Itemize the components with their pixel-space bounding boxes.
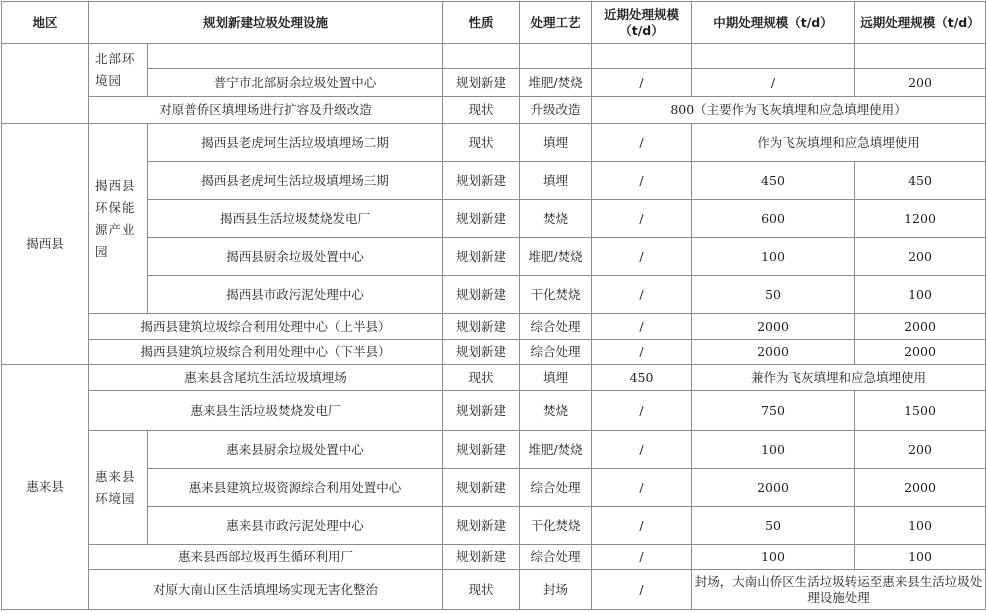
nature-cell: 规划新建 [443,276,520,314]
near-cell: / [592,314,692,340]
mid-cell: 600 [692,200,855,238]
nature-cell: 规划新建 [443,340,520,365]
header-far: 远期处理规模（t/d） [855,2,986,44]
header-mid: 中期处理规模（t/d） [692,2,855,44]
facility-cell: 揭西县建筑垃圾综合利用处理中心（下半县） [89,340,443,365]
near-cell: / [592,124,692,162]
region-cell-puning [2,44,89,124]
process-cell: 堆肥/焚烧 [520,431,592,469]
nature-cell: 规划新建 [443,162,520,200]
near-cell: / [592,431,692,469]
near-cell: / [592,162,692,200]
process-cell: 封场 [520,570,592,610]
table-row [2,162,986,200]
facility-cell: 揭西县老虎坷生活垃圾填埋场二期 [148,124,443,162]
near-cell: / [592,238,692,276]
process-cell: 综合处理 [520,314,592,340]
facility-table [1,1,986,610]
mid-cell: 2000 [692,340,855,365]
process-cell: 综合处理 [520,469,592,507]
mid-cell: / [692,69,855,97]
table-row [2,431,986,469]
mid-cell: 100 [692,431,855,469]
table-row [2,97,986,124]
process-cell: 干化焚烧 [520,507,592,545]
merged-scale-cell: 封场，大南山侨区生活垃圾转运至惠来县生活垃圾处理设施处理 [692,570,986,610]
far-cell: 1200 [855,200,986,238]
table-row [2,69,986,97]
table-row [2,545,986,570]
facility-cell: 揭西县生活垃圾焚烧发电厂 [148,200,443,238]
table-row [2,44,986,69]
header-row [2,2,986,44]
table-row [2,570,986,610]
header-nature: 性质 [443,2,520,44]
region-cell-huilai: 惠来县 [2,365,89,610]
merged-scale-cell: 作为飞灰填埋和应急填埋使用 [692,124,986,162]
mid-cell: 50 [692,507,855,545]
table-row [2,469,986,507]
mid-cell: 100 [692,238,855,276]
far-cell: 200 [855,431,986,469]
process-cell: 综合处理 [520,545,592,570]
merged-scale-cell: 兼作为飞灰填埋和应急填埋使用 [692,365,986,391]
mid-cell [692,44,855,69]
nature-cell: 规划新建 [443,69,520,97]
region-cell-jiexi: 揭西县 [2,124,89,365]
nature-cell: 规划新建 [443,238,520,276]
nature-cell: 规划新建 [443,507,520,545]
mid-cell: 2000 [692,314,855,340]
near-cell [592,44,692,69]
sub-park-puning: 北部环境园 [89,44,148,97]
mid-cell: 50 [692,276,855,314]
process-cell: 综合处理 [520,340,592,365]
table-row [2,391,986,431]
table-row [2,238,986,276]
table-row [2,124,986,162]
facility-cell: 对原普侨区填埋场进行扩容及升级改造 [89,97,443,124]
near-cell: / [592,545,692,570]
sub-park-huilai: 惠来县环境园 [89,431,148,545]
facility-cell: 惠来县建筑垃圾资源综合利用处置中心 [148,469,443,507]
nature-cell: 规划新建 [443,200,520,238]
header-near: 近期处理规模（t/d） [592,2,692,44]
table-row [2,314,986,340]
sub-park-jiexi: 揭西县环保能源产业园 [89,124,148,314]
far-cell: 100 [855,545,986,570]
far-cell: 100 [855,276,986,314]
table-row [2,507,986,545]
facility-cell: 揭西县老虎坷生活垃圾填埋场三期 [148,162,443,200]
mid-cell: 750 [692,391,855,431]
nature-cell: 现状 [443,97,520,124]
nature-cell: 规划新建 [443,314,520,340]
table-row [2,276,986,314]
nature-cell: 规划新建 [443,431,520,469]
far-cell: 100 [855,507,986,545]
near-cell: / [592,69,692,97]
near-cell: / [592,391,692,431]
facility-cell [148,44,443,69]
far-cell: 200 [855,238,986,276]
process-cell: 填埋 [520,162,592,200]
facility-cell: 揭西县建筑垃圾综合利用处理中心（上半县） [89,314,443,340]
process-cell: 干化焚烧 [520,276,592,314]
near-cell: / [592,570,692,610]
far-cell: 2000 [855,340,986,365]
far-cell: 1500 [855,391,986,431]
process-cell: 堆肥/焚烧 [520,69,592,97]
process-cell [520,44,592,69]
near-cell: / [592,340,692,365]
merged-scale-cell: 800（主要作为飞灰填埋和应急填埋使用） [592,97,986,124]
nature-cell [443,44,520,69]
table-row [2,340,986,365]
far-cell [855,44,986,69]
facility-cell: 惠来县生活垃圾焚烧发电厂 [89,391,443,431]
header-facility: 规划新建垃圾处理设施 [89,2,443,44]
nature-cell: 现状 [443,124,520,162]
near-cell: / [592,276,692,314]
mid-cell: 450 [692,162,855,200]
process-cell: 焚烧 [520,391,592,431]
process-cell: 填埋 [520,365,592,391]
header-region: 地区 [2,2,89,44]
far-cell: 200 [855,69,986,97]
nature-cell: 规划新建 [443,391,520,431]
nature-cell: 规划新建 [443,469,520,507]
near-cell: / [592,200,692,238]
process-cell: 焚烧 [520,200,592,238]
near-cell: / [592,469,692,507]
process-cell: 堆肥/焚烧 [520,238,592,276]
facility-cell: 惠来县含尾坑生活垃圾填埋场 [89,365,443,391]
nature-cell: 现状 [443,365,520,391]
near-cell: / [592,507,692,545]
facility-cell: 惠来县西部垃圾再生循环利用厂 [89,545,443,570]
facility-cell: 普宁市北部厨余垃圾处置中心 [148,69,443,97]
header-process: 处理工艺 [520,2,592,44]
process-cell: 升级改造 [520,97,592,124]
mid-cell: 2000 [692,469,855,507]
process-cell: 填埋 [520,124,592,162]
far-cell: 2000 [855,314,986,340]
far-cell: 450 [855,162,986,200]
facility-cell: 惠来县市政污泥处理中心 [148,507,443,545]
facility-cell: 揭西县市政污泥处理中心 [148,276,443,314]
near-cell: 450 [592,365,692,391]
table-row [2,365,986,391]
table-row [2,200,986,238]
facility-cell: 对原大南山区生活填埋场实现无害化整治 [89,570,443,610]
far-cell: 2000 [855,469,986,507]
facility-cell: 惠来县厨余垃圾处置中心 [148,431,443,469]
facility-cell: 揭西县厨余垃圾处置中心 [148,238,443,276]
mid-cell: 100 [692,545,855,570]
nature-cell: 规划新建 [443,545,520,570]
nature-cell: 现状 [443,570,520,610]
